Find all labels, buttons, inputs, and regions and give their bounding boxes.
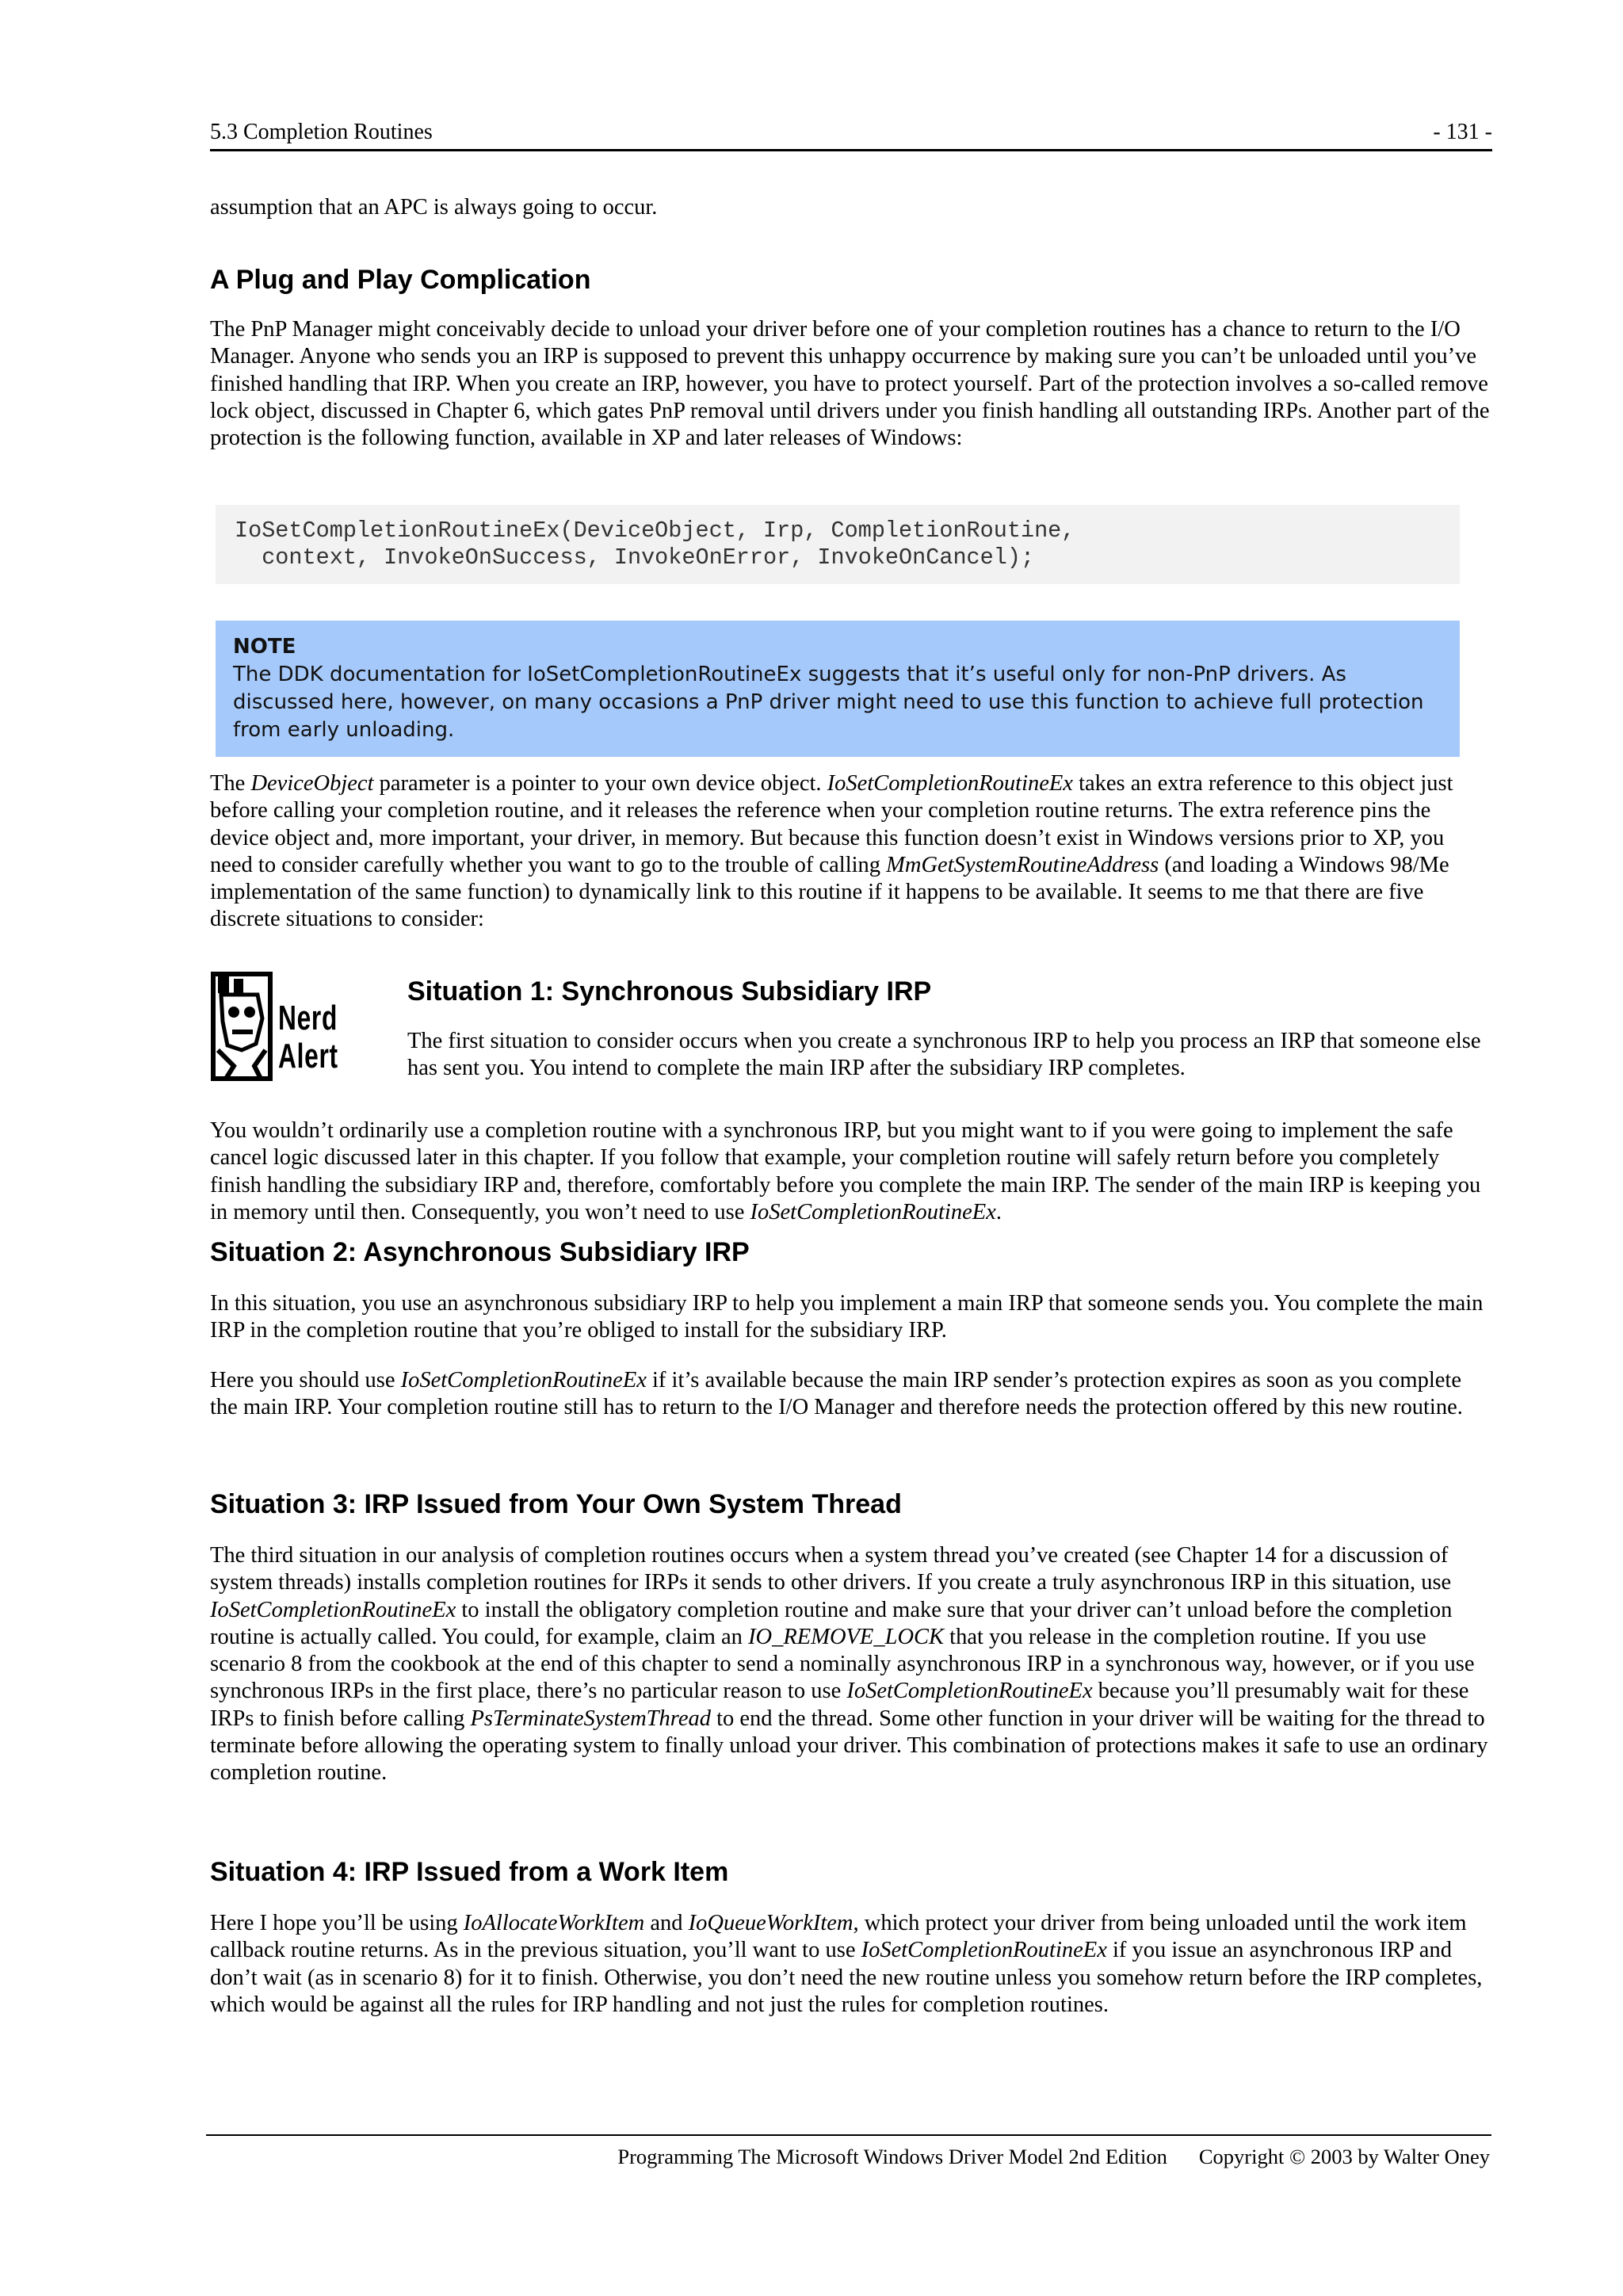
heading-situation-4: Situation 4: IRP Issued from a Work Item — [210, 1857, 729, 1887]
footer-rule — [206, 2134, 1491, 2136]
document-page — [210, 119, 1492, 2017]
note-text: The DDK documentation for IoSetCompletionRoutineEx suggests that it’s useful only for non-PnP drivers. As discussed here, however, on many occasions a PnP driver might need to use this function to achieve full protection from early unloading. — [233, 663, 1424, 742]
nerd-figure-icon — [210, 971, 273, 1082]
heading-situation-2: Situation 2: Asynchronous Subsidiary IRP — [210, 1237, 750, 1267]
page-number: - 131 - — [1433, 120, 1492, 144]
situation-4-paragraph: Here I hope you’ll be using IoAllocateWorkItem and IoQueueWorkItem, which protect your driver from being unloaded until the work item callback routine returns. As in the previous situation, you’ll want to use IoSetCompletionRoutineEx if you issue an asynchronous IRP and don’t wait (as in scenario 8) for it to finish. Otherwise, you don’t need the new routine unless you somehow return before the IRP completes, which would be against all the rules for IRP handling and not just the rules for completion routines. — [210, 1911, 1483, 2017]
pnp-paragraph: The PnP Manager might conceivably decide to unload your driver before one of your completion routines has a chance to return to the I/O Manager. Anyone who sends you an IRP is supposed to prevent this unhappy occurrence by making sure you can’t be unloaded until you’ve finished handling that IRP. When you create an IRP, however, you have to protect yourself. Part of the protection involves a so-called remove lock object, discussed in Chapter 6, which gates PnP removal until drivers under you finish handling all outstanding IRPs. Another part of the protection is the following function, available in XP and later releases of Windows: — [210, 317, 1490, 451]
page-footer — [617, 2144, 1490, 2169]
situation-1-detail-paragraph: You wouldn’t ordinarily use a completion routine with a synchronous IRP, but you might want to if you were going to implement the safe cancel logic discussed later in this chapter. If you follow that example, your completion routine will safely return before you completely finish handling the subsidiary IRP and, therefore, comfortably before you complete the main IRP. The sender of the main IRP is keeping you in memory until then. Consequently, you won’t need to use IoSetCompletionRoutineEx. — [210, 1118, 1481, 1224]
situation-2-paragraph: In this situation, you use an asynchronous subsidiary IRP to help you implement a main IRP that someone sends you. You complete the main IRP in the completion routine that you’re obliged to install for the subsidiary IRP. — [210, 1291, 1484, 1343]
footer-copyright: Copyright © 2003 by Walter Oney — [1198, 2145, 1490, 2168]
heading-pnp-complication: A Plug and Play Complication — [210, 265, 591, 295]
situation-2-detail-paragraph: Here you should use IoSetCompletionRoutineEx if it’s available because the main IRP sender’s protection expires as soon as you complete the main IRP. Your completion routine still has to return to the I/O Manager and therefore needs the protection offered by this new routine. — [210, 1368, 1463, 1420]
nerd-alert-block — [210, 971, 1492, 1090]
intro-paragraph: assumption that an APC is always going to occur. — [210, 195, 658, 220]
section-title: 5.3 Completion Routines — [210, 120, 433, 144]
device-object-paragraph: The DeviceObject parameter is a pointer to your own device object. IoSetCompletionRoutineEx takes an extra reference to this object just before calling your completion routine, and it releases the reference when your completion routine returns. The extra reference pins the device object and, more important, your driver, in memory. But because this function doesn’t exist in Windows versions prior to XP, you need to consider carefully whether you want to go to the trouble of calling MmGetSystemRoutineAddress (and loading a Windows 98/Me implementation of the same function) to dynamically link to this routine if it happens to be available. It seems to me that there are five discrete situations to consider: — [210, 771, 1453, 932]
nerd-alert-line1: Nerd — [278, 999, 338, 1037]
nerd-alert-icon — [210, 971, 361, 1082]
situation-3-paragraph: The third situation in our analysis of completion routines occurs when a system thread you’ve created (see Chapter 14 for a discussion of system threads) installs completion routines for IRPs it sends to other drivers. If you create a truly asynchronous IRP in this situation, use IoSetCompletionRoutineEx to install the obligatory completion routine and make sure that your driver can’t unload before the completion routine is actually called. You could, for example, claim an IO_REMOVE_LOCK that you release in the completion routine. If you use scenario 8 from the cookbook at the end of this chapter to send a nominally asynchronous IRP in a synchronous way, however, or if you use synchronous IRPs in the first place, there’s no particular reason to use IoSetCompletionRoutineEx because you’ll presumably wait for these IRPs to finish before calling PsTerminateSystemThread to end the thread. Some other function in your driver will be waiting for the thread to terminate before allowing the operating system to finally unload your driver. This combination of protections makes it safe to use an ordinary completion routine. — [210, 1543, 1488, 1786]
note-title: NOTE — [233, 635, 296, 659]
heading-situation-3: Situation 3: IRP Issued from Your Own System Thread — [210, 1489, 902, 1519]
situation-1-paragraph: The first situation to consider occurs when you create a synchronous IRP to help you process an IRP that someone else has sent you. You intend to complete the main IRP after the subsidiary IRP completes. — [407, 1029, 1481, 1081]
heading-situation-1: Situation 1: Synchronous Subsidiary IRP — [407, 976, 932, 1007]
page-header — [210, 119, 1492, 151]
code-block: IoSetCompletionRoutineEx(DeviceObject, Irp, CompletionRoutine, context, InvokeOnSuccess, InvokeOnError, InvokeOnCancel); — [216, 505, 1460, 584]
nerd-alert-line2: Alert — [278, 1037, 338, 1075]
note-box — [216, 621, 1460, 757]
footer-book-title: Programming The Microsoft Windows Driver Model 2nd Edition — [617, 2145, 1167, 2168]
